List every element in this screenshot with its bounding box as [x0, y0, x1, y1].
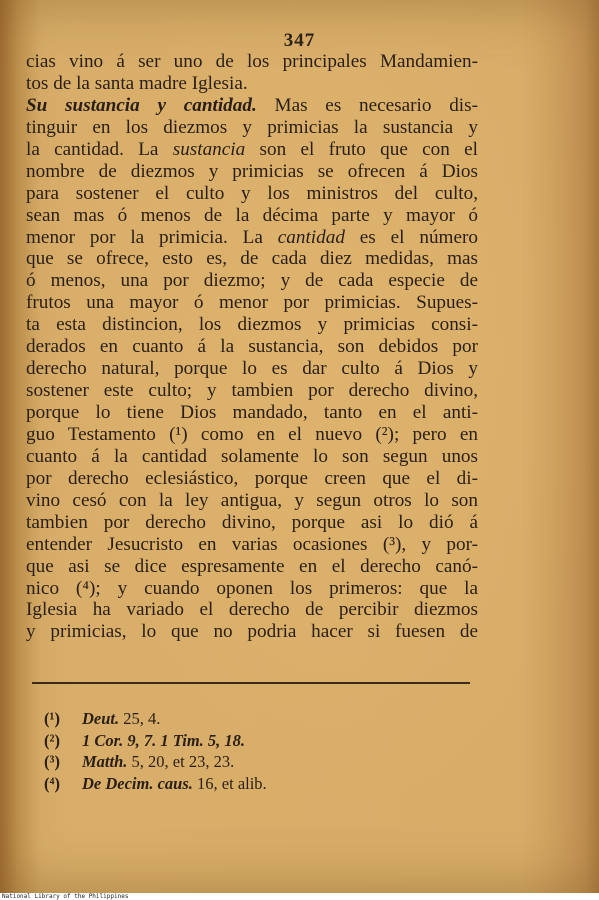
body-line: [26, 446, 478, 468]
body-line: [26, 139, 478, 161]
text-segment: frutos una mayor ó menor por primicias. Supues-: [26, 292, 478, 314]
body-line: [26, 95, 478, 117]
body-line: [26, 292, 478, 314]
text-segment: nombre de diezmos y primicias se ofrecen á Dios: [26, 160, 478, 182]
body-line: [26, 183, 478, 205]
text-segment: tinguir en los diezmos y primicias la sustancia y: [26, 116, 478, 138]
text-segment: vino cesó con la ley antigua, y segun otros lo son: [26, 489, 478, 511]
text-segment: Su sustancia y cantidad.: [26, 94, 257, 116]
text-segment: ó menos, una por diezmo; y de cada especie de: [26, 270, 478, 292]
footnote-divider: [32, 682, 470, 684]
text-segment: cantidad: [277, 226, 345, 248]
text-segment: sustancia: [172, 138, 246, 160]
library-credit: National Library of the Philippines: [2, 893, 129, 900]
body-line: [26, 51, 478, 73]
body-line: [26, 117, 478, 139]
body-line: [26, 358, 478, 380]
text-segment: la cantidad. La: [26, 138, 173, 160]
footnote-mark: (³): [44, 752, 60, 771]
text-segment: son el fruto que con el: [245, 138, 478, 160]
page-number: 347: [283, 30, 316, 51]
text-segment: es el número: [344, 226, 478, 248]
text-segment: para sostener el culto y los ministros del culto,: [26, 182, 478, 204]
text-segment: sean mas ó menos de la décima parte y mayor ó: [26, 204, 478, 226]
body-line: [26, 512, 478, 534]
body-line: [26, 380, 478, 402]
text-segment: ta esta distincion, los diezmos y primicias consi-: [26, 314, 478, 336]
text-segment: derecho natural, porque lo es dar culto á Dios y: [26, 358, 478, 380]
footnote-mark: (²): [44, 730, 60, 750]
footnote-reference: Deut.: [82, 709, 120, 728]
body-line: [26, 490, 478, 512]
footnote-citation: 1 Cor. 9, 7. 1 Tim. 5, 18.: [82, 730, 246, 750]
body-line: [26, 227, 478, 249]
footnote-citation: 5, 20, et 23, 23.: [127, 752, 235, 771]
body-line: [26, 161, 478, 183]
text-segment: porque lo tiene Dios mandado, tanto en el anti-: [26, 402, 478, 423]
footnote: [44, 751, 267, 773]
text-segment: cias vino á ser uno de los principales Mandamien-: [26, 51, 478, 72]
footnote-reference: Matth.: [82, 752, 128, 771]
body-line: [26, 556, 478, 578]
text-segment: derados en cuanto á la sustancia, son debidos por: [26, 336, 478, 358]
body-line: [26, 248, 478, 270]
footnote-citation: 25, 4.: [119, 709, 161, 728]
text-segment: que se ofrece, esto es, de cada diez medidas, mas: [26, 248, 478, 270]
text-segment: sostener este culto; y tambien por derecho divino,: [26, 380, 478, 402]
footnotes: [44, 708, 267, 794]
body-line: [26, 402, 478, 424]
body-line: [26, 621, 478, 643]
text-segment: guo Testamento (¹) como en el nuevo (²); pero en: [26, 423, 478, 445]
footnote-mark: (¹): [44, 709, 60, 728]
text-segment: y primicias, lo que no podria hacer si fuesen de: [26, 621, 478, 643]
text-segment: cuanto á la cantidad solamente lo son segun unos: [26, 445, 478, 467]
body-line: [26, 468, 478, 490]
text-segment: que asi se dice espresamente en el derecho canó-: [26, 555, 478, 577]
footnote-citation: 16, et alib.: [192, 773, 267, 793]
body-text: [26, 51, 478, 643]
body-line: [26, 534, 478, 556]
text-segment: nico (⁴); y cuando oponen los primeros: que la: [26, 577, 478, 599]
text-segment: entender Jesucristo en varias ocasiones (³), y por-: [26, 533, 478, 555]
body-line: [26, 578, 478, 600]
footnote: [44, 730, 267, 752]
body-line: [26, 205, 478, 227]
footnote: [44, 773, 267, 795]
footnote: [44, 708, 267, 730]
text-segment: Mas es necesario dis-: [256, 94, 478, 116]
text-segment: tos de la santa madre Iglesia.: [26, 72, 248, 94]
body-line: [26, 270, 478, 292]
text-segment: tambien por derecho divino, porque asi lo dió á: [26, 511, 478, 533]
text-segment: Iglesia ha variado el derecho de percibir diezmos: [26, 599, 478, 621]
footnote-reference: De Decim. caus.: [82, 773, 193, 793]
body-line: [26, 336, 478, 358]
text-segment: menor por la primicia. La: [26, 226, 278, 248]
body-line: [26, 73, 478, 95]
footnote-mark: (⁴): [44, 773, 60, 793]
text-segment: por derecho eclesiástico, porque creen que el di-: [26, 467, 478, 489]
body-line: [26, 424, 478, 446]
body-line: [26, 599, 478, 621]
body-line: [26, 314, 478, 336]
